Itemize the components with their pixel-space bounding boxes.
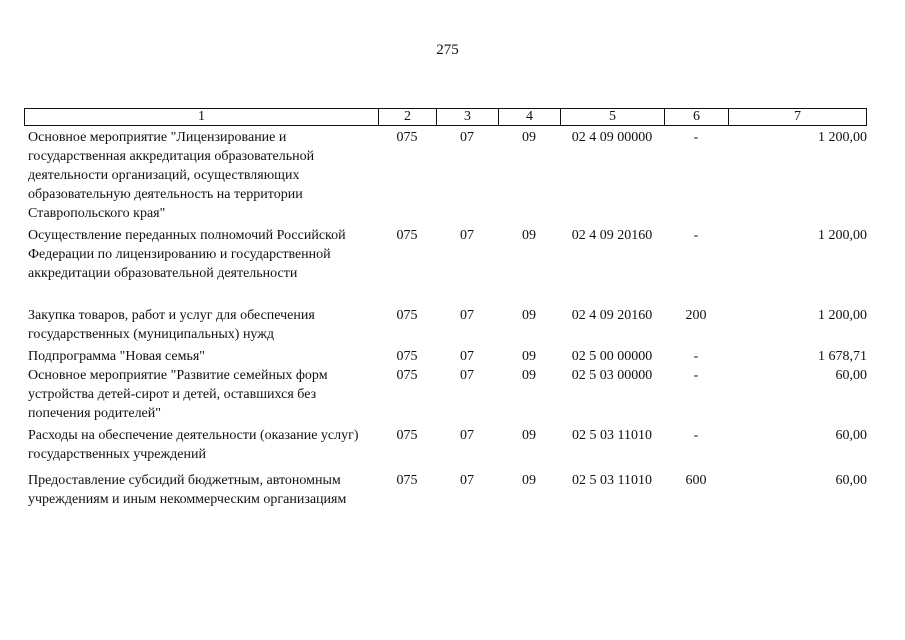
row-csr: 02 4 09 00000 [571,130,653,145]
row-vr: - [693,368,699,383]
row-sum: 60,00 [835,368,867,383]
header-col-3: 3 [437,109,499,125]
row-name: Основное мероприятие "Развитие семейных форм устройства детей-сирот и детей, оставшихся без попечения родителей" [28,368,328,421]
row-pr: 09 [522,308,536,323]
header-col-1: 1 [25,109,379,125]
row-csr: 02 4 09 20160 [571,228,653,243]
row-rz: 07 [460,228,474,243]
header-col-5: 5 [561,109,665,125]
row-sum: 60,00 [835,428,867,443]
table-header [24,108,867,126]
row-name: Подпрограмма "Новая семья" [28,349,206,364]
row-vr: - [693,349,699,364]
row-pr: 09 [522,428,536,443]
row-name: Основное мероприятие "Лицензирование и государственная аккредитация образовательной деятельности организаций, осуществляющих образовательную деятельность на территории Ставропольского края" [28,130,315,221]
row-pr: 09 [522,368,536,383]
row-pr: 09 [522,228,536,243]
header-col-2: 2 [379,109,437,125]
page-number: 275 [436,42,459,58]
row-csr: 02 5 03 11010 [572,428,652,443]
row-ved: 075 [396,228,418,243]
row-sum: 1 200,00 [818,130,867,145]
row-csr: 02 5 00 00000 [571,349,653,364]
row-rz: 07 [460,349,474,364]
row-rz: 07 [460,428,474,443]
row-ved: 075 [396,473,418,488]
row-ved: 075 [396,130,418,145]
row-ved: 075 [396,349,418,364]
row-vr: - [693,130,699,145]
row-rz: 07 [460,130,474,145]
row-sum: 1 678,71 [818,349,867,364]
row-vr: 200 [685,308,707,323]
row-rz: 07 [460,368,474,383]
row-sum: 1 200,00 [818,308,867,323]
row-pr: 09 [522,130,536,145]
row-csr: 02 5 03 11010 [572,473,652,488]
header-col-7: 7 [794,109,801,124]
row-name: Расходы на обеспечение деятельности (оказание услуг) государственных учреждений [28,428,359,462]
row-sum: 60,00 [835,473,867,488]
row-pr: 09 [522,473,536,488]
row-vr: - [693,228,699,243]
row-sum: 1 200,00 [818,228,867,243]
row-ved: 075 [396,308,418,323]
row-ved: 075 [396,428,418,443]
row-csr: 02 5 03 00000 [571,368,653,383]
row-rz: 07 [460,473,474,488]
row-name: Осуществление переданных полномочий Российской Федерации по лицензированию и государственной аккредитации образовательной деятельности [28,228,346,281]
header-col-4: 4 [499,109,561,125]
header-col-6: 6 [665,109,729,125]
row-name: Предоставление субсидий бюджетным, автономным учреждениям и иным некоммерческим организациям [28,473,347,507]
row-csr: 02 4 09 20160 [571,308,653,323]
row-pr: 09 [522,349,536,364]
row-rz: 07 [460,308,474,323]
row-vr: 600 [685,473,707,488]
row-ved: 075 [396,368,418,383]
row-vr: - [693,428,699,443]
row-name: Закупка товаров, работ и услуг для обеспечения государственных (муниципальных) нужд [28,308,315,342]
